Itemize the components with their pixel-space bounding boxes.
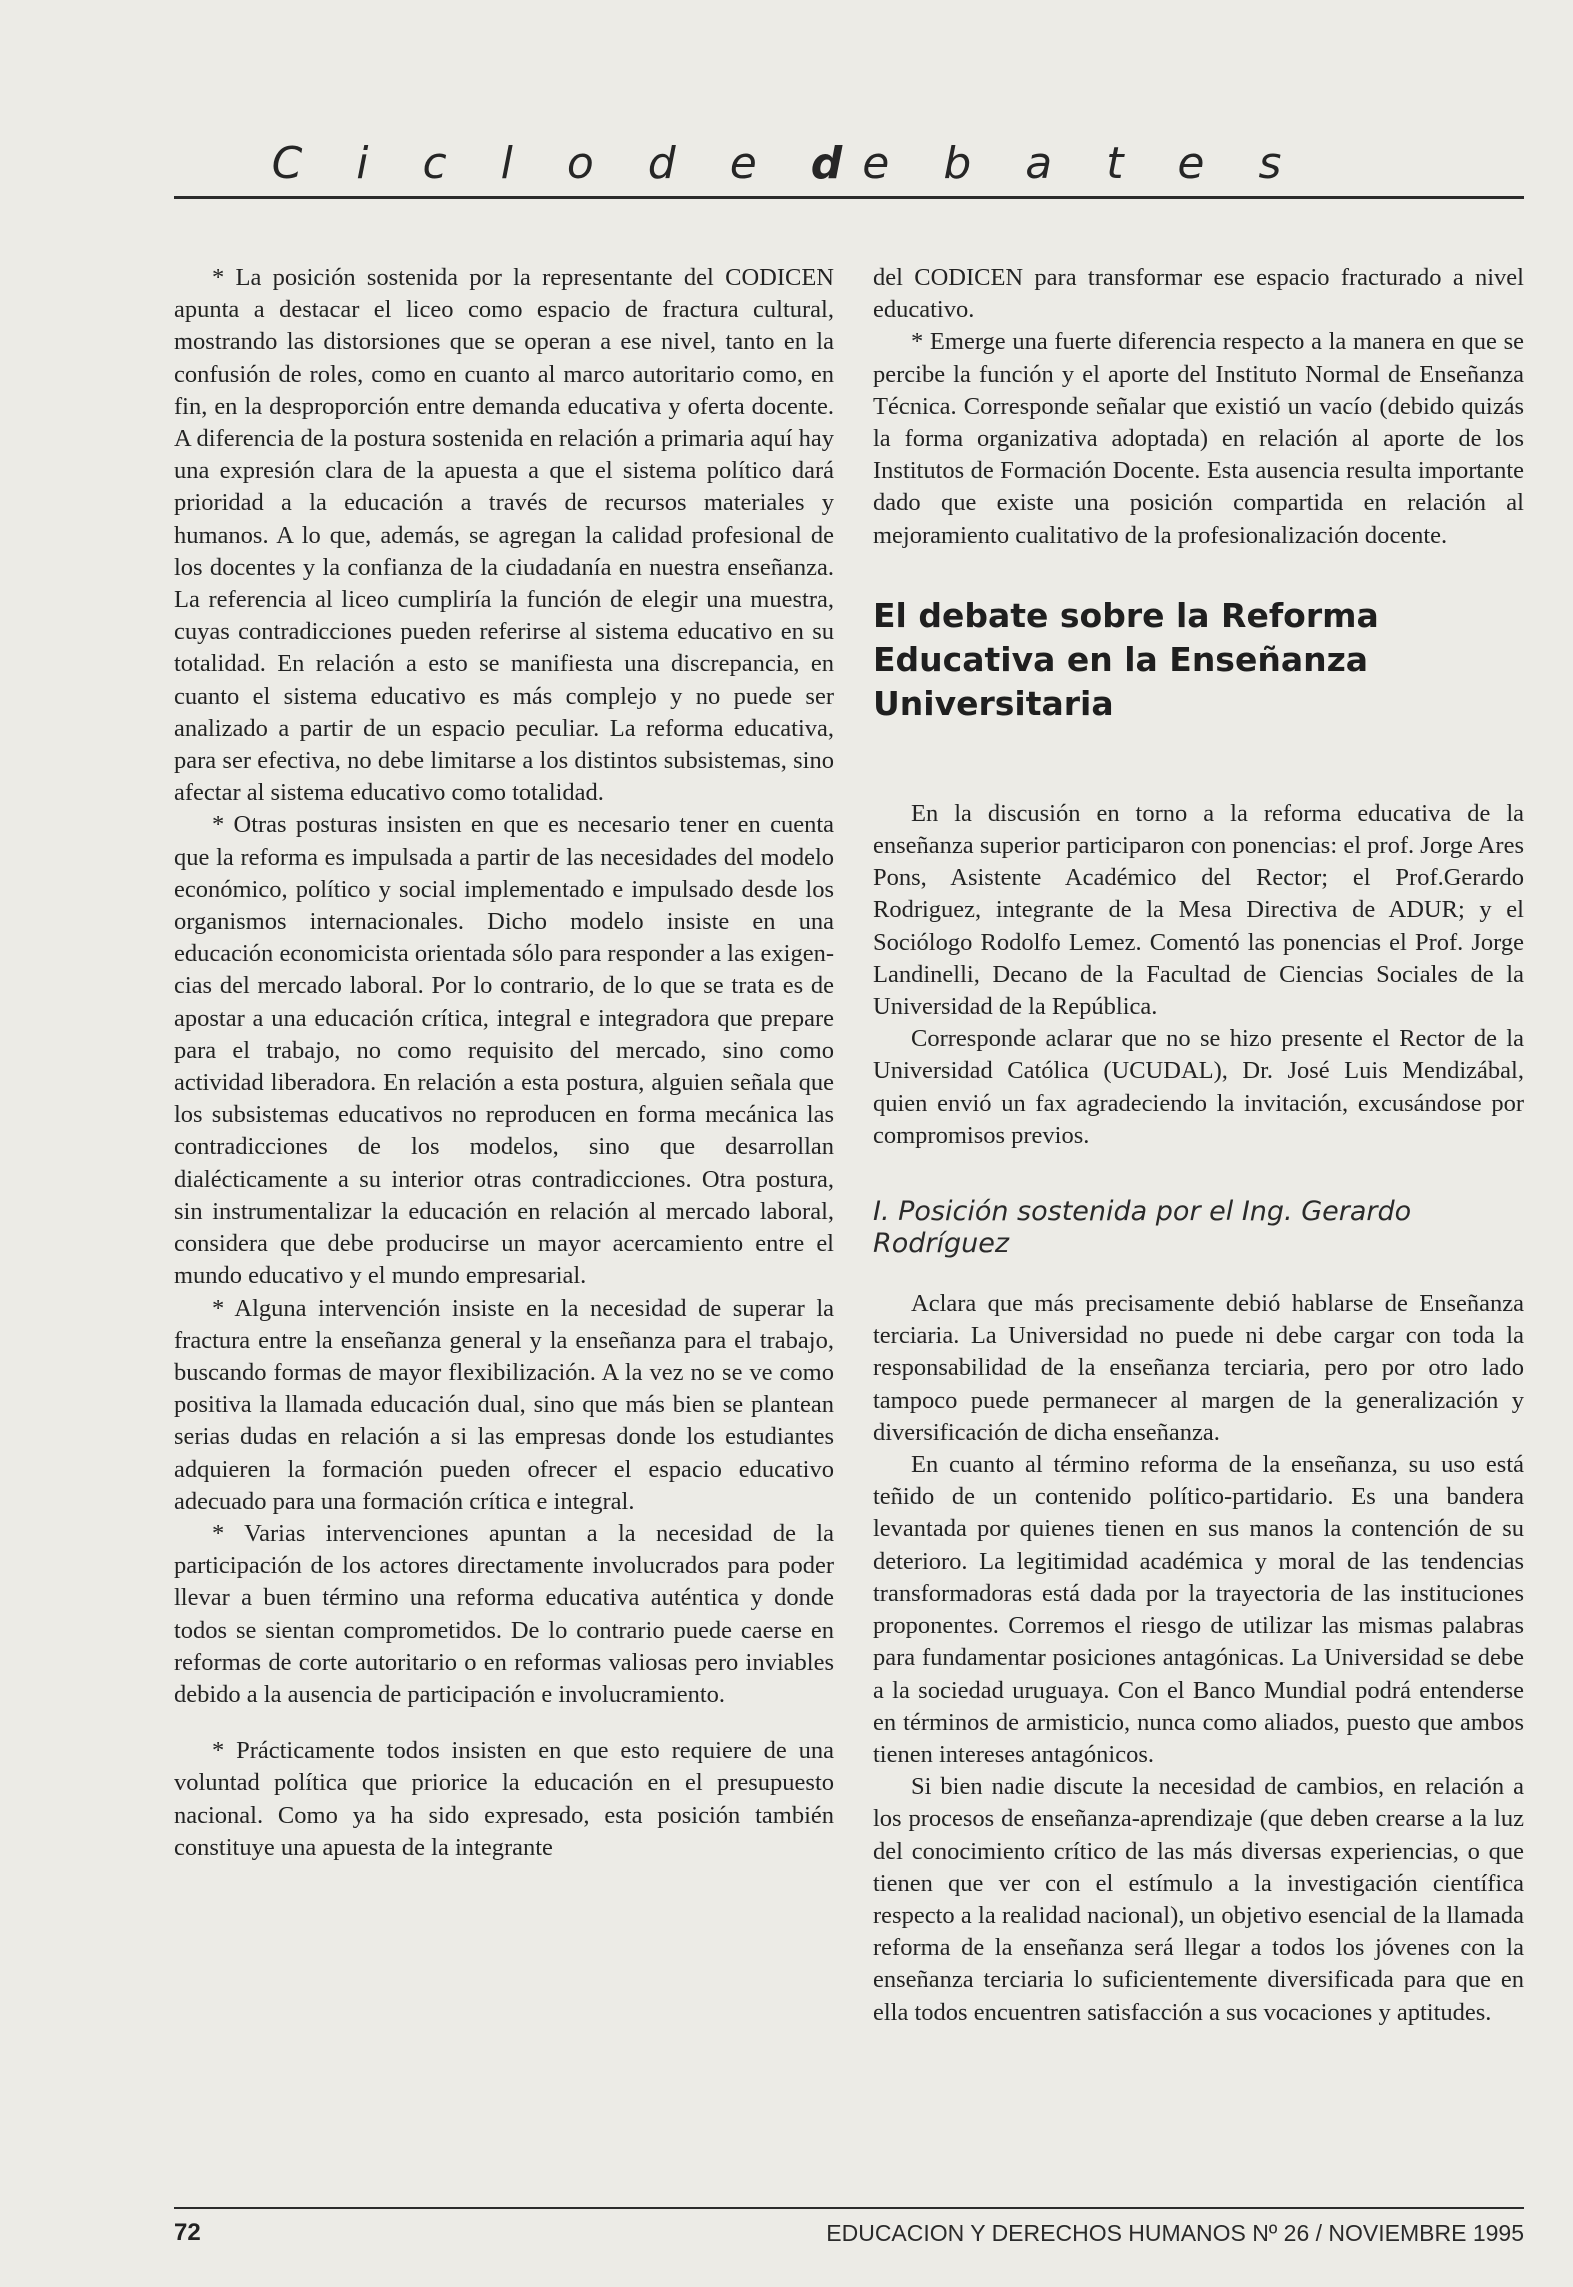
header-title-highlight: d — [810, 138, 863, 189]
right-column — [873, 262, 1524, 2029]
header-rule — [174, 196, 1524, 199]
right-sub-paragraph-2: En cuanto al término reforma de la enseñanza, su uso está teñido de un contenido político-partidario. Es una bandera levantada por quienes tienen en sus manos la contención de su deterioro. La legitimidad académica y moral de las tendencias transformadoras está dada por la trayectoria de las instituciones proponentes. Corremos el riesgo de utilizar las mismas palabras para fundamentar posiciones antagónicas. La Universidad se debe a la sociedad uruguaya. Con el Banco Mundial podrá entenderse en términos de armisticio, nunca como aliados, puesto que ambos tienen intereses antagónicos. — [873, 1451, 1524, 1768]
left-paragraph-4: * Varias intervenciones apuntan a la necesidad de la participación de los actores directamente involucrados para poder llevar a buen término una reforma educativa auténtica y donde todos se sientan comprometidos. De lo contrario puede caerse en reformas de corte autoritario o en reformas valiosas pero inviables debido a la ausencia de participación e involucramiento. — [174, 1519, 834, 1708]
page-number: 72 — [174, 2219, 201, 2246]
footer-rule — [174, 2207, 1524, 2209]
left-paragraph-2: * Otras posturas insisten en que es necesario tener en cuenta que la reforma es impulsada a partir de las necesidades del modelo económico, político y social implementado e impulsado desde los organismos internacionales. Dicho modelo insiste en una educación economicista orientada sólo para responder a las exigencias del mercado laboral. Por lo contrario, de lo que se trata es de apostar a una educación crítica, integral e integradora que prepare para el trabajo, no como requisito del mercado, sino como actividad liberadora. En relación a esta postura, alguien señala que los subsistemas educativos no reproducen en forma mecánica las contradicciones de los modelos, sino que desarrollan dialécticamente a su interior otras contradicciones. Otra postura, sin instrumentalizar la educación en relación al mercado laboral, considera que debe producirse un mayor acercamiento entre el mundo educativo y el mundo empresarial. — [174, 811, 834, 1290]
right-intro-paragraph-1: del CODICEN para transformar ese espacio fracturado a nivel educativo. — [873, 264, 1524, 324]
left-paragraph-5: * Prácticamente todos insisten en que esto requiere de una voluntad política que priorice la educación en el presupuesto nacional. Como ya ha sido expresado, esta posición también constituye una apuesta de la integrante — [174, 1737, 834, 1861]
right-section-paragraph-2: Corresponde aclarar que no se hizo presente el Rector de la Universidad Católica (UCUDAL), Dr. José Luis Mendizábal, quien envió un fax agradeciendo la invitación, excusándose por compromisos previos. — [873, 1025, 1524, 1149]
section-header — [0, 134, 1573, 194]
right-intro-paragraph-2: * Emerge una fuerte diferencia respecto a la manera en que se percibe la función y el aporte del Instituto Normal de Enseñanza Técnica. Corresponde señalar que existió un vacío (debido quizás la forma organizativa adoptada) en relación al aporte de los Institutos de Formación Docente. Esta ausencia resulta importante dado que existe una posición compartida en relación al mejoramiento cualitativo de la profesionalización docente. — [873, 328, 1524, 549]
publication-footer: EDUCACION Y DERECHOS HUMANOS Nº 26 / NOVIEMBRE 1995 — [826, 2220, 1524, 2246]
left-paragraph-3: * Alguna intervención insiste en la necesidad de superar la fractura entre la enseñanza general y la enseñanza para el trabajo, buscando formas de mayor flexibilización. A la vez no se ve como positiva la llamada educación dual, sino que más bien se plantean serias dudas en relación a si las empresas donde los estudiantes adquieren la formación pueden ofrecer el espacio educativo adecuado para una formación crítica e integral. — [174, 1294, 834, 1515]
section-heading: El debate sobre la Reforma Educativa en la Enseñanza Universitaria — [873, 595, 1379, 723]
right-sub-paragraph-1: Aclara que más precisamente debió hablarse de Enseñanza terciaria. La Universidad no puede ni debe cargar con toda la responsabilidad de la enseñanza terciaria, pero por otro lado tampoco puede permanecer al margen de la generalización y diversificación de dicha enseñanza. — [873, 1290, 1524, 1446]
right-section-paragraph-1: En la discusión en torno a la reforma educativa de la enseñanza superior participaron con ponencias: el prof. Jorge Ares Pons, Asistente Académico del Rector; el Prof.Gerardo Rodriguez, integrante de la Mesa Directiva de ADUR; y el Sociólogo Rodolfo Lemez. Comentó las ponencias el Prof. Jorge Landinelli, Decano de la Facultad de Ciencias Sociales de la Universidad de la República. — [873, 799, 1524, 1021]
sub-heading: I. Posición sostenida por el Ing. Gerardo Rodríguez — [873, 1196, 1412, 1260]
left-paragraph-1: * La posición sostenida por la representante del CODICEN apunta a destacar el liceo como espacio de fractura cultural, mostrando las distorsiones que se operan a ese nivel, tanto en la confusión de roles, como en cuanto al marco autoritario como, en fin, en la desproporción entre demanda educativa y oferta docente. A diferencia de la postura sostenida en relación a primaria aquí hay una expresión clara de la apuesta a que el sistema político dará prioridad a la educación a través de recursos materiales y humanos. A lo que, además, se agregan la calidad profesional de los docentes y la confianza de la ciudadanía en nuestra enseñanza. La referencia al liceo cumpliría la función de elegir una muestra, cuyas contradicciones pueden referirse al sistema educativo en su totalidad. En relación a esto se manifiesta una discrepancia, en cuanto el sistema educativo es más complejo y no puede ser analizado a partir de un espacio peculiar. La reforma educativa, para ser efectiva, no debe limitarse a los distintos subsistemas, sino afectar al sistema educativo como totalidad. — [174, 264, 834, 807]
right-sub-paragraph-3: Si bien nadie discute la necesidad de cambios, en relación a los procesos de enseñanza-aprendizaje (que deben crearse a la luz del conocimiento crítico de las más diversas experiencias, o que tienen que ver con el estímulo a la investigación científica respecto a la realidad nacional), un objetivo esencial de la llamada reforma de la enseñanza será llegar a todos los jóvenes con la enseñanza terciaria lo suficientemente diversificada para que en ella todos encuentren satisfacción a sus vocaciones y aptitudes. — [873, 1773, 1524, 2026]
left-column — [174, 262, 834, 1864]
header-title-part1: C i c l o d e — [271, 138, 811, 189]
header-title-part2: e b a t e s — [862, 138, 1302, 189]
